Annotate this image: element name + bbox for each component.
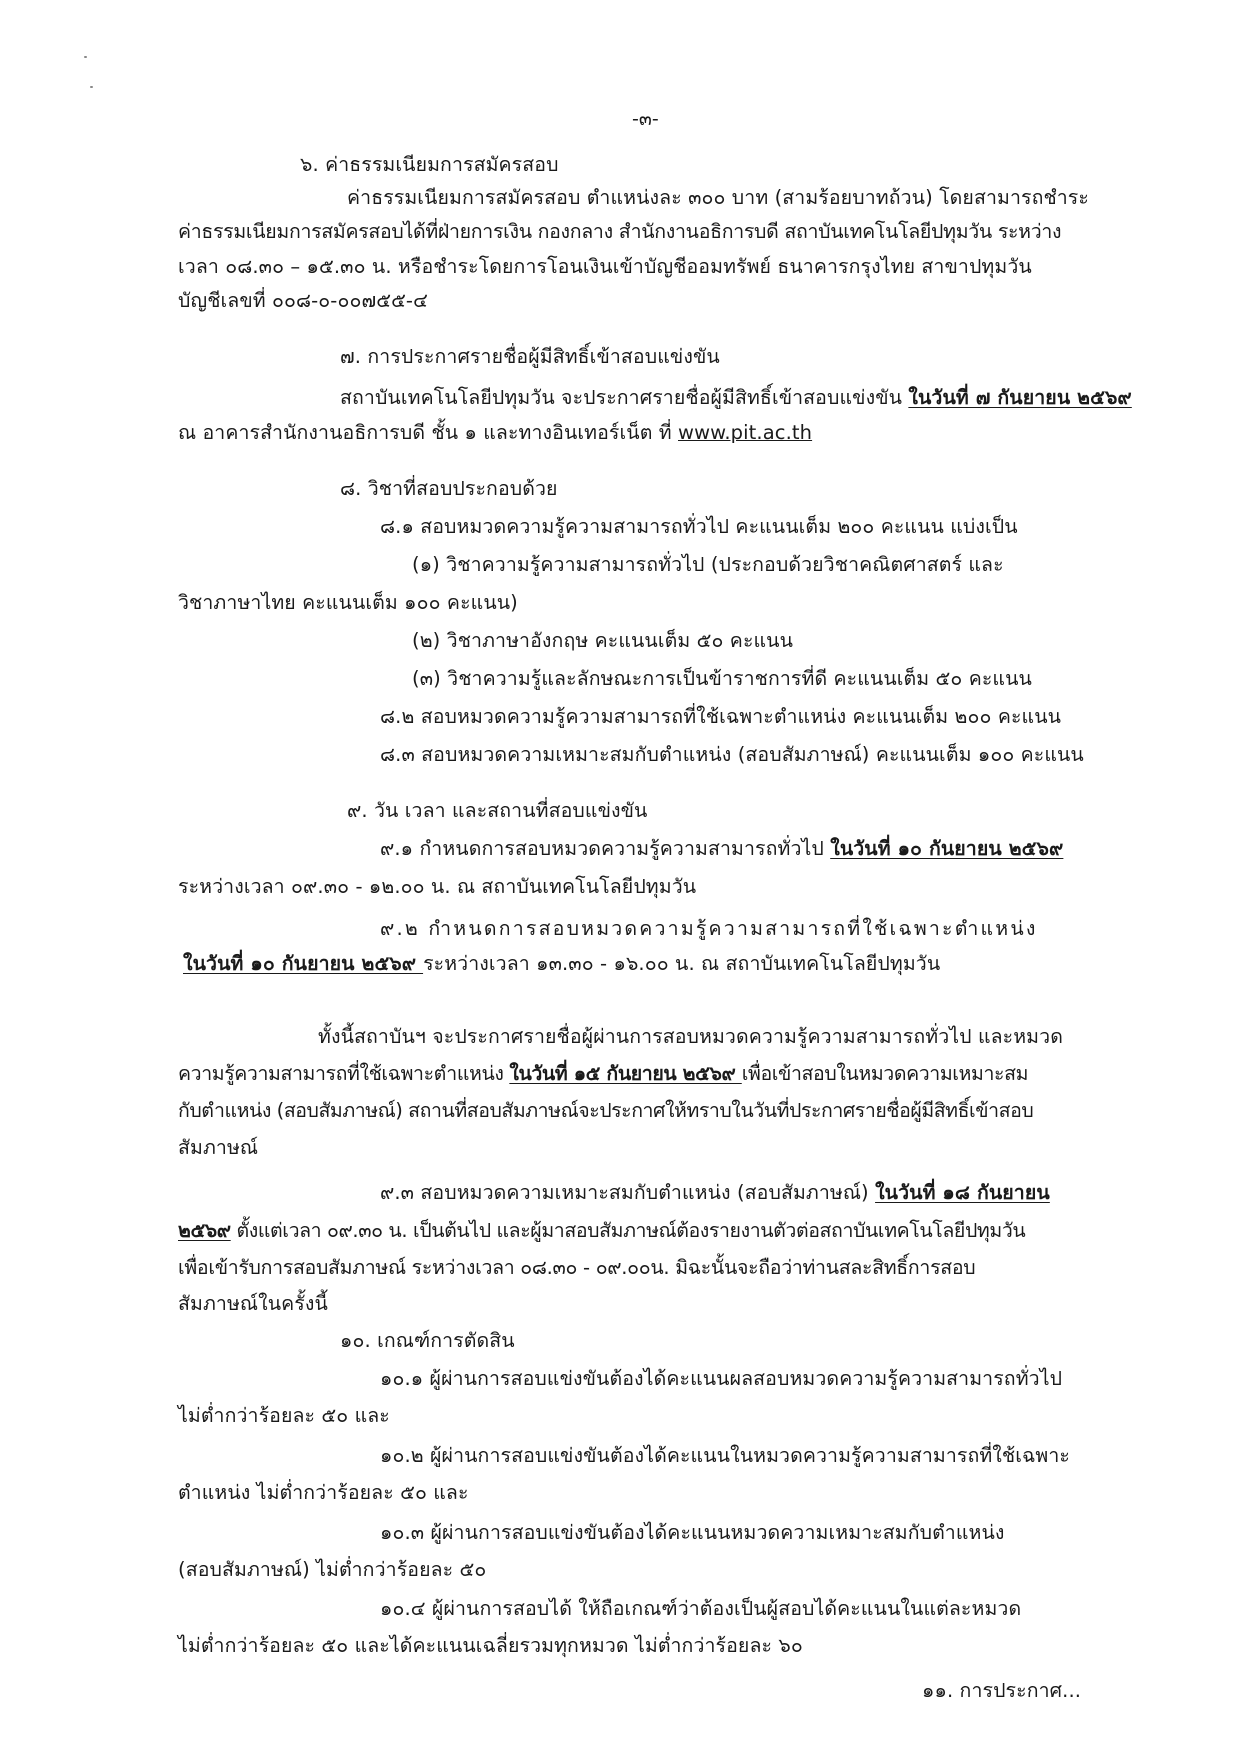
announce-date: ในวันที่ ๗ กันยายน ๒๕๖๙: [908, 386, 1132, 409]
section-7-line-1-text: สถาบันเทคโนโลยีปทุมวัน จะประกาศรายชื่อผู้มีสิทธิ์เข้าสอบแข่งขัน: [340, 386, 909, 409]
section-9-heading: ๙. วัน เวลา และสถานที่สอบแข่งขัน: [347, 799, 648, 822]
interview-year: ๒๕๖๙: [178, 1219, 231, 1242]
section-6-line-1: ค่าธรรมเนียมการสมัครสอบ ตำแหน่งละ ๓๐๐ บาท (สามร้อยบาทถ้วน) โดยสามารถชำระ: [347, 186, 1089, 209]
section-10-heading: ๑๐. เกณฑ์การตัดสิน: [340, 1329, 515, 1352]
criterion-10-3-line-2: (สอบสัมภาษณ์) ไม่ต่ำกว่าร้อยละ ๕๐: [178, 1558, 487, 1581]
section-8-1-item-1-cont: วิชาภาษาไทย คะแนนเต็ม ๑๐๐ คะแนน): [178, 591, 518, 614]
announcement-para-text-a: ความรู้ความสามารถที่ใช้เฉพาะตำแหน่ง: [178, 1062, 510, 1085]
section-9-3-line-2-text: ตั้งแต่เวลา ๐๙.๓๐ น. เป็นต้นไป และผู้มาสอบสัมภาษณ์ต้องรายงานตัวต่อสถาบันเทคโนโลยีปทุมวัน: [230, 1219, 1026, 1242]
specific-exam-date: ในวันที่ ๑๐ กันยายน ๒๕๖๙: [183, 952, 424, 975]
section-9-1-text: ๙.๑ กำหนดการสอบหมวดความรู้ความสามารถทั่วไป: [380, 837, 831, 860]
section-6-line-4: บัญชีเลขที่ ๐๐๘-๐-๐๐๗๕๕-๔: [178, 289, 428, 312]
scan-speck: [90, 86, 93, 88]
section-8-1-item-1: (๑) วิชาความรู้ความสามารถทั่วไป (ประกอบด้วยวิชาคณิตศาสตร์ และ: [412, 553, 1004, 576]
interview-date: ในวันที่ ๑๘ กันยายน: [875, 1181, 1050, 1204]
website-link[interactable]: www.pit.ac.th: [678, 421, 813, 444]
announcement-para-line-4: สัมภาษณ์: [178, 1136, 259, 1159]
section-8-1-item-3: (๓) วิชาความรู้และลักษณะการเป็นข้าราชการที่ดี คะแนนเต็ม ๕๐ คะแนน: [412, 667, 1032, 690]
section-9-2-time: ระหว่างเวลา ๑๓.๓๐ - ๑๖.๐๐ น. ณ สถาบันเทคโนโลยีปทุมวัน: [423, 952, 941, 975]
section-9-2-line-1: ๙.๒ กำหนดการสอบหมวดความรู้ความสามารถที่ใช้เฉพาะตำแหน่ง: [380, 917, 1038, 940]
announcement-para-line-2: [178, 1059, 1028, 1089]
section-9-3-line-1: [380, 1178, 1050, 1208]
criterion-10-1-line-2: ไม่ต่ำกว่าร้อยละ ๕๐ และ: [178, 1404, 390, 1427]
announcement-para-text-c: เพื่อเข้าสอบในหมวดความเหมาะสม: [741, 1062, 1029, 1085]
criterion-10-2-line-2: ตำแหน่ง ไม่ต่ำกว่าร้อยละ ๕๐ และ: [178, 1481, 469, 1504]
criterion-10-1-line-1: ๑๐.๑ ผู้ผ่านการสอบแข่งขันต้องได้คะแนนผลสอบหมวดความรู้ความสามารถทั่วไป: [380, 1367, 1063, 1390]
section-9-3-line-4: สัมภาษณ์ในครั้งนี้: [178, 1292, 328, 1315]
section-7-line-2: [178, 418, 812, 448]
section-8-1: ๘.๑ สอบหมวดความรู้ความสามารถทั่วไป คะแนนเต็ม ๒๐๐ คะแนน แบ่งเป็น: [380, 515, 1018, 538]
passing-announce-date: ในวันที่ ๑๕ กันยายน ๒๕๖๙: [509, 1062, 742, 1085]
section-6-line-3: เวลา ๐๘.๓๐ – ๑๕.๓๐ น. หรือชำระโดยการโอนเงินเข้าบัญชีออมทรัพย์ ธนาคารกรุงไทย สาขาปทุมวัน: [178, 255, 1032, 278]
criterion-10-4-line-1: ๑๐.๔ ผู้ผ่านการสอบได้ ให้ถือเกณฑ์ว่าต้องเป็นผู้สอบได้คะแนนในแต่ละหมวด: [380, 1597, 1022, 1620]
section-9-3-line-2: [178, 1216, 1025, 1246]
announcement-para-line-1: ทั้งนี้สถาบันฯ จะประกาศรายชื่อผู้ผ่านการสอบหมวดความรู้ความสามารถทั่วไป และหมวด: [318, 1025, 1063, 1048]
section-6-heading: ๖. ค่าธรรมเนียมการสมัครสอบ: [300, 153, 559, 176]
announcement-para-line-3: กับตำแหน่ง (สอบสัมภาษณ์) สถานที่สอบสัมภาษณ์จะประกาศให้ทราบในวันที่ประกาศรายชื่อผู้มีสิทธิ์เข้าสอบ: [178, 1099, 1034, 1122]
section-7-line-1: [340, 383, 1132, 413]
section-8-2: ๘.๒ สอบหมวดความรู้ความสามารถที่ใช้เฉพาะตำแหน่ง คะแนนเต็ม ๒๐๐ คะแนน: [380, 705, 1062, 728]
section-9-3-line-3: เพื่อเข้ารับการสอบสัมภาษณ์ ระหว่างเวลา ๐๘.๓๐ - ๐๙.๐๐น. มิฉะนั้นจะถือว่าท่านสละสิทธิ์การสอบ: [178, 1256, 976, 1279]
criterion-10-3-line-1: ๑๐.๓ ผู้ผ่านการสอบแข่งขันต้องได้คะแนนหมวดความเหมาะสมกับตำแหน่ง: [380, 1521, 1005, 1544]
general-exam-date: ในวันที่ ๑๐ กันยายน ๒๕๖๙: [830, 837, 1064, 860]
section-9-3-text: ๙.๓ สอบหมวดความเหมาะสมกับตำแหน่ง (สอบสัมภาษณ์): [380, 1181, 876, 1204]
section-9-1-line-1: [380, 834, 1063, 864]
section-8-3: ๘.๓ สอบหมวดความเหมาะสมกับตำแหน่ง (สอบสัมภาษณ์) คะแนนเต็ม ๑๐๐ คะแนน: [380, 743, 1084, 766]
section-6-line-2: ค่าธรรมเนียมการสมัครสอบได้ที่ฝ่ายการเงิน กองกลาง สำนักงานอธิการบดี สถาบันเทคโนโลยีปทุมวัน ระหว่าง: [178, 220, 1062, 243]
criterion-10-4-line-2: ไม่ต่ำกว่าร้อยละ ๕๐ และได้คะแนนเฉลี่ยรวมทุกหมวด ไม่ต่ำกว่าร้อยละ ๖๐: [178, 1634, 803, 1657]
section-9-2-line-2: [183, 949, 940, 979]
section-7-heading: ๗. การประกาศรายชื่อผู้มีสิทธิ์เข้าสอบแข่งขัน: [340, 345, 720, 368]
section-7-line-2-text: ณ อาคารสำนักงานอธิการบดี ชั้น ๑ และทางอินเทอร์เน็ต ที่: [178, 421, 679, 444]
page-number: -๓-: [632, 108, 659, 130]
section-9-1-line-2: ระหว่างเวลา ๐๙.๓๐ - ๑๒.๐๐ น. ณ สถาบันเทคโนโลยีปทุมวัน: [178, 875, 697, 898]
continuation-marker: ๑๑. การประกาศ...: [922, 1679, 1082, 1702]
section-8-heading: ๘. วิชาที่สอบประกอบด้วย: [340, 477, 558, 500]
criterion-10-2-line-1: ๑๐.๒ ผู้ผ่านการสอบแข่งขันต้องได้คะแนนในหมวดความรู้ความสามารถที่ใช้เฉพาะ: [380, 1444, 1070, 1467]
section-8-1-item-2: (๒) วิชาภาษาอังกฤษ คะแนนเต็ม ๕๐ คะแนน: [412, 629, 794, 652]
scan-speck: [84, 56, 87, 58]
